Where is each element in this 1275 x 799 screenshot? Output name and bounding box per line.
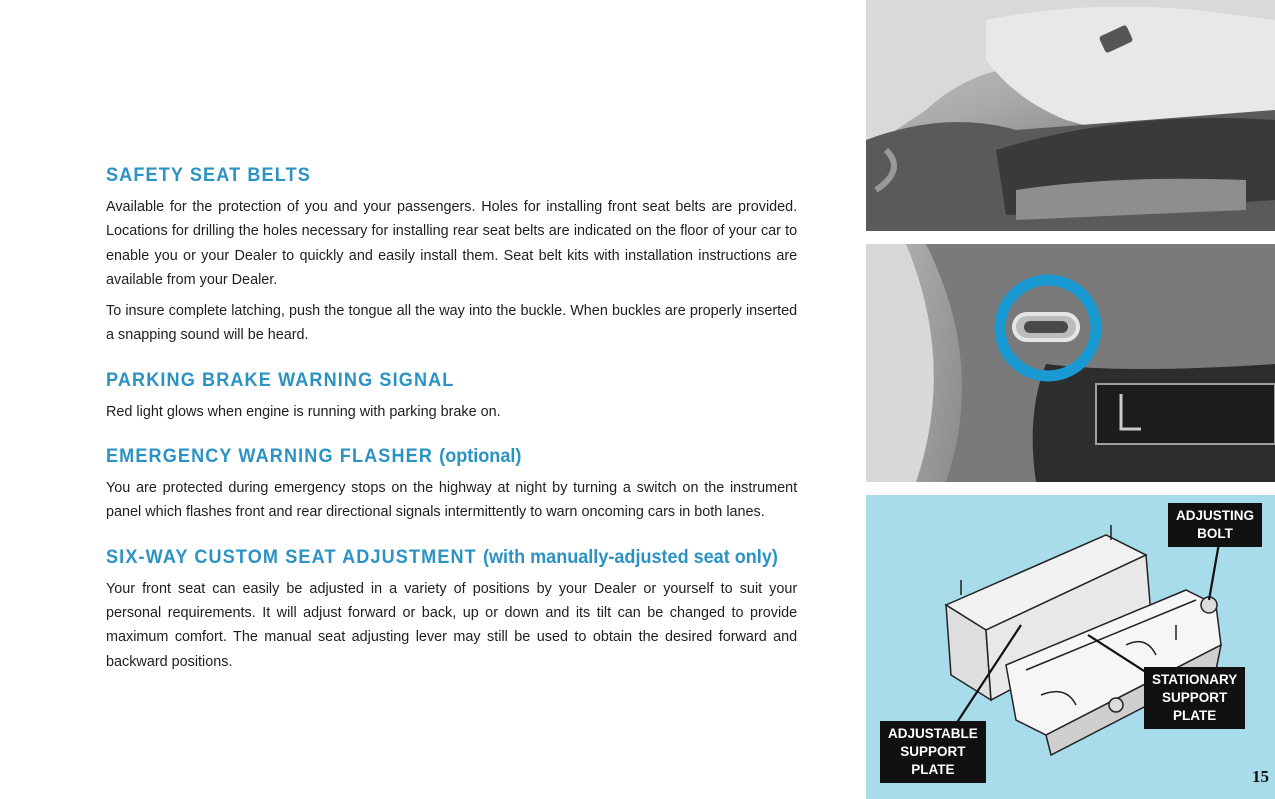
section-emergency-flasher: [106, 446, 796, 525]
photo-seated-passenger: [866, 0, 1275, 231]
seat-adjustment-diagram: [866, 495, 1275, 799]
section-safety-seat-belts: [106, 165, 796, 348]
callout-line: ADJUSTING: [1176, 508, 1255, 523]
photo-seated-passenger-illustration: [866, 0, 1275, 231]
callout-line: ADJUSTABLE: [888, 726, 978, 741]
section-heading: SAFETY SEAT BELTS: [106, 165, 311, 186]
callout-line: PLATE: [1173, 708, 1217, 723]
callout-adjustable-support-plate: [880, 721, 986, 783]
section-paragraph: Available for the protection of you and your passengers. Holes for installing front seat belts are provided. Locations for drilling the holes necessary for installing rear seat belts are indicated on the floor of your car to enable you or your Dealer to quickly and easily install them. Seat belt kits with installation instructions are available from your Dealer.: [106, 198, 798, 288]
section-paragraph: Your front seat can easily be adjusted in a variety of positions by your Dealer or yourself to suit your personal requirements. It will adjust forward or back, up or down and its tilt can be changed to provide maximum comfort. The manual seat adjusting lever may still be used to obtain the desired forward and backward positions.: [106, 579, 798, 670]
section-heading-row: [106, 546, 778, 569]
callout-stationary-support-plate: [1144, 667, 1245, 729]
callout-line: SUPPORT: [1161, 690, 1228, 705]
photo-brake-warning-illustration: [866, 244, 1275, 482]
photo-brake-warning-light: [866, 244, 1275, 482]
callout-line: BOLT: [1197, 526, 1233, 541]
section-paragraph: To insure complete latching, push the tongue all the way into the buckle. When buckles are properly inserted a snapping sound will be heard.: [106, 302, 798, 344]
section-paragraph: You are protected during emergency stops on the highway at night by turning a switch on the instrument panel which flashes front and rear directional signals intermittently to warn oncoming cars in both lanes.: [106, 479, 798, 521]
callout-line: STATIONARY: [1152, 672, 1238, 687]
section-heading: SIX-WAY CUSTOM SEAT ADJUSTMENT: [106, 546, 477, 568]
section-paragraph: Red light glows when engine is running with parking brake on.: [106, 402, 501, 420]
callout-line: PLATE: [911, 762, 955, 777]
callout-adjusting-bolt: [1168, 503, 1262, 547]
page-number: 15: [1252, 767, 1269, 786]
text-column: [106, 165, 796, 696]
section-heading-note: (with manually-adjusted seat only): [483, 546, 778, 568]
section-parking-brake-warning: [106, 370, 796, 424]
section-heading: EMERGENCY WARNING FLASHER: [106, 446, 434, 468]
callout-line: SUPPORT: [900, 744, 966, 759]
section-heading: PARKING BRAKE WARNING SIGNAL: [106, 369, 455, 391]
section-heading-note: (optional): [439, 446, 522, 468]
section-heading-row: [106, 446, 762, 468]
section-seat-adjustment: [106, 547, 796, 674]
